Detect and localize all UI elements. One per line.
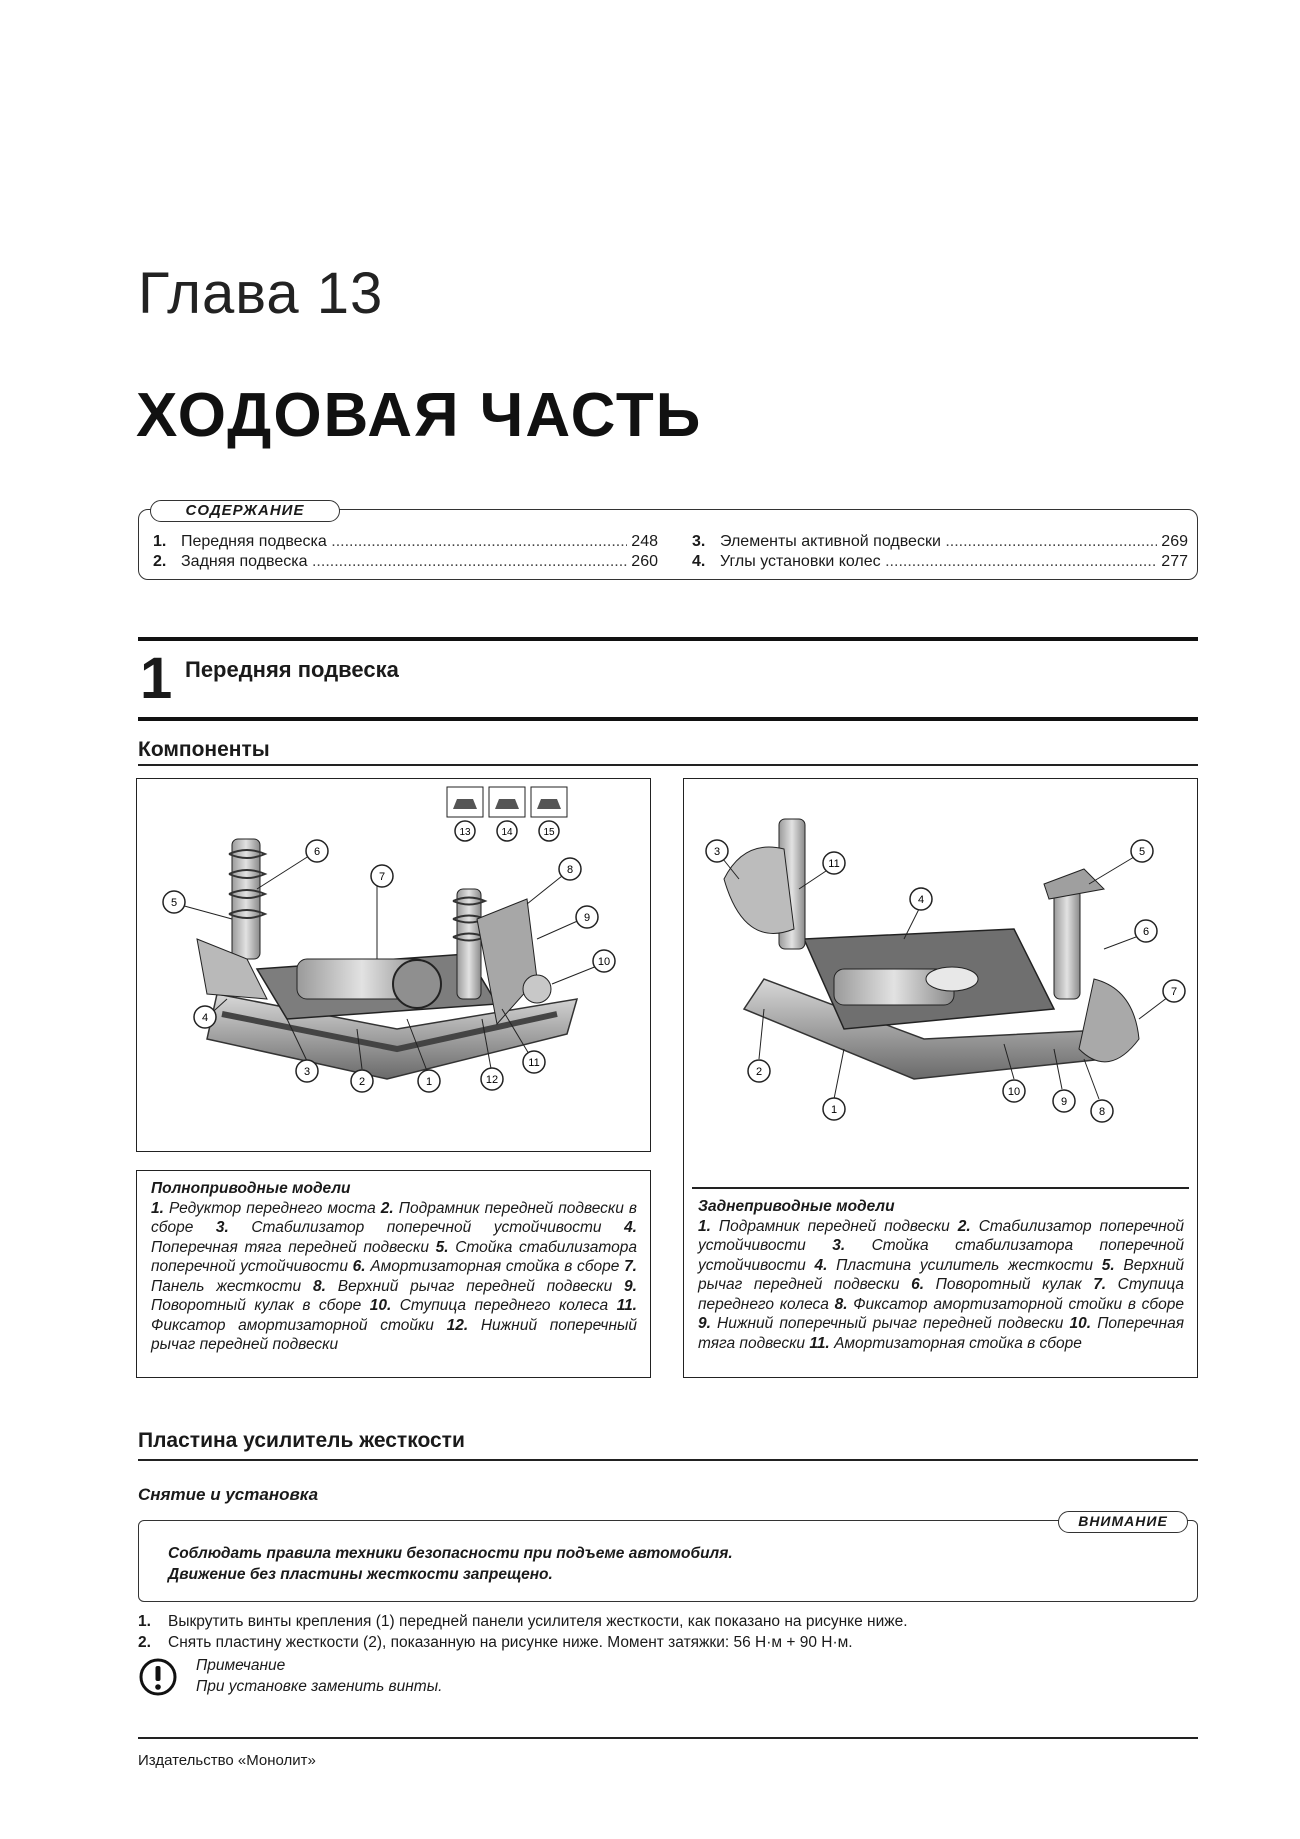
toc-label: СОДЕРЖАНИЕ xyxy=(150,500,340,522)
callout-label: 7 xyxy=(378,871,386,883)
removal-heading: Снятие и установка xyxy=(138,1485,319,1504)
figure-rwd-suspension xyxy=(683,778,1198,1378)
callout-label: 7 xyxy=(1170,986,1178,998)
warning-line: Движение без пластины жесткости запрещено. xyxy=(168,1566,553,1583)
callout-label: 9 xyxy=(1060,1096,1068,1108)
toc-item[interactable]: 3. Элементы активной подвески ..... 269 xyxy=(692,532,1188,552)
callout-label: 11 xyxy=(528,1057,540,1069)
section-rule-top xyxy=(138,637,1198,641)
callout-label: 5 xyxy=(170,897,178,909)
caption-box-awd xyxy=(136,1170,651,1378)
callout-label: 10 xyxy=(597,956,611,968)
icon-label: 15 xyxy=(543,827,555,838)
callout-label: 1 xyxy=(425,1076,433,1088)
icon-label: 13 xyxy=(459,827,471,838)
callout-label: 3 xyxy=(713,846,721,858)
toc-item[interactable]: 4. Углы установки колес ..... 277 xyxy=(692,552,1188,572)
icon-label: 14 xyxy=(501,827,513,838)
chapter-label: Глава 13 xyxy=(138,261,384,326)
callout-label: 3 xyxy=(303,1066,311,1078)
figure-awd-suspension xyxy=(136,778,651,1152)
callout-label: 6 xyxy=(1142,926,1150,938)
note-title: Примечание xyxy=(196,1657,286,1674)
callout-label: 1 xyxy=(830,1104,838,1116)
procedure-icons xyxy=(447,787,567,841)
footer-rule xyxy=(138,1737,1198,1739)
callout-label: 8 xyxy=(566,864,574,876)
callout-label: 9 xyxy=(583,912,591,924)
components-heading: Компоненты xyxy=(138,738,270,761)
heading-rule xyxy=(138,764,1198,766)
section-number: 1 xyxy=(140,646,173,711)
suspension-illustration-awd xyxy=(137,779,649,1149)
plate-heading: Пластина усилитель жесткости xyxy=(138,1429,465,1452)
callout-label: 6 xyxy=(313,846,321,858)
callout-label: 8 xyxy=(1098,1106,1106,1118)
step-item: 1. Выкрутить винты крепления (1) передней панели усилителя жесткости, как показано на рисунке ниже. xyxy=(138,1613,908,1630)
callout-label: 2 xyxy=(755,1066,763,1078)
section-title: Передняя подвеска xyxy=(185,657,399,682)
callout-label: 4 xyxy=(201,1012,209,1024)
exclamation-icon xyxy=(138,1657,178,1697)
warning-label: ВНИМАНИЕ xyxy=(1058,1511,1188,1533)
toc-item[interactable]: 1. Передняя подвеска ..... 248 xyxy=(153,532,658,552)
callout-label: 11 xyxy=(828,858,840,870)
caption-rwd: Заднеприводные модели 1. Подрамник передней подвески 2. Стабилизатор поперечной устойчивости 3. Стойка стабилизатора поперечной устойчивости 4. Пластина усилитель жесткости 5. Верхний рычаг передней подвески 6. Поворотный кулак 7. Ступица переднего колеса 8. Фиксатор амортизаторной стойки в сборе 9. Нижний поперечный рычаг передней подвески 10. Поперечная тяга подвески 11. Амортизаторная стойка в сборе xyxy=(698,1198,1185,1352)
step-item: 2. Снять пластину жесткости (2), показанную на рисунке ниже. Момент затяжки: 56 Н·м + 90 Н·м. xyxy=(138,1634,853,1651)
chapter-title: ХОДОВАЯ ЧАСТЬ xyxy=(136,381,703,450)
callout-label: 5 xyxy=(1138,846,1146,858)
caption-awd: Полноприводные модели 1. Редуктор переднего моста 2. Подрамник передней подвески в сборе 3. Стабилизатор поперечной устойчивости 4. Поперечная тяга передней подвески 5. Стойка стабилизатора поперечной устойчивости 6. Амортизаторная стойка в сборе 7. Панель жесткости 8. Верхний рычаг передней подвески 9. Поворотный кулак в сборе 10. Ступица переднего колеса 11. Фиксатор амортизаторной стойки 12. Нижний поперечный рычаг передней подвески xyxy=(151,1180,638,1353)
callout-label: 2 xyxy=(358,1076,366,1088)
toc-item[interactable]: 2. Задняя подвеска ..... 260 xyxy=(153,552,658,572)
publisher-name: Издательство «Монолит» xyxy=(138,1752,316,1769)
note-text: При установке заменить винты. xyxy=(196,1678,443,1695)
callout-label: 10 xyxy=(1007,1086,1021,1098)
callout-label: 4 xyxy=(917,894,925,906)
caption-divider xyxy=(692,1187,1189,1189)
callout-label: 12 xyxy=(485,1074,499,1086)
section-rule-bottom xyxy=(138,717,1198,721)
heading-rule xyxy=(138,1459,1198,1461)
warning-line: Соблюдать правила техники безопасности при подъеме автомобиля. xyxy=(168,1545,733,1562)
suspension-illustration-rwd xyxy=(684,779,1196,1175)
